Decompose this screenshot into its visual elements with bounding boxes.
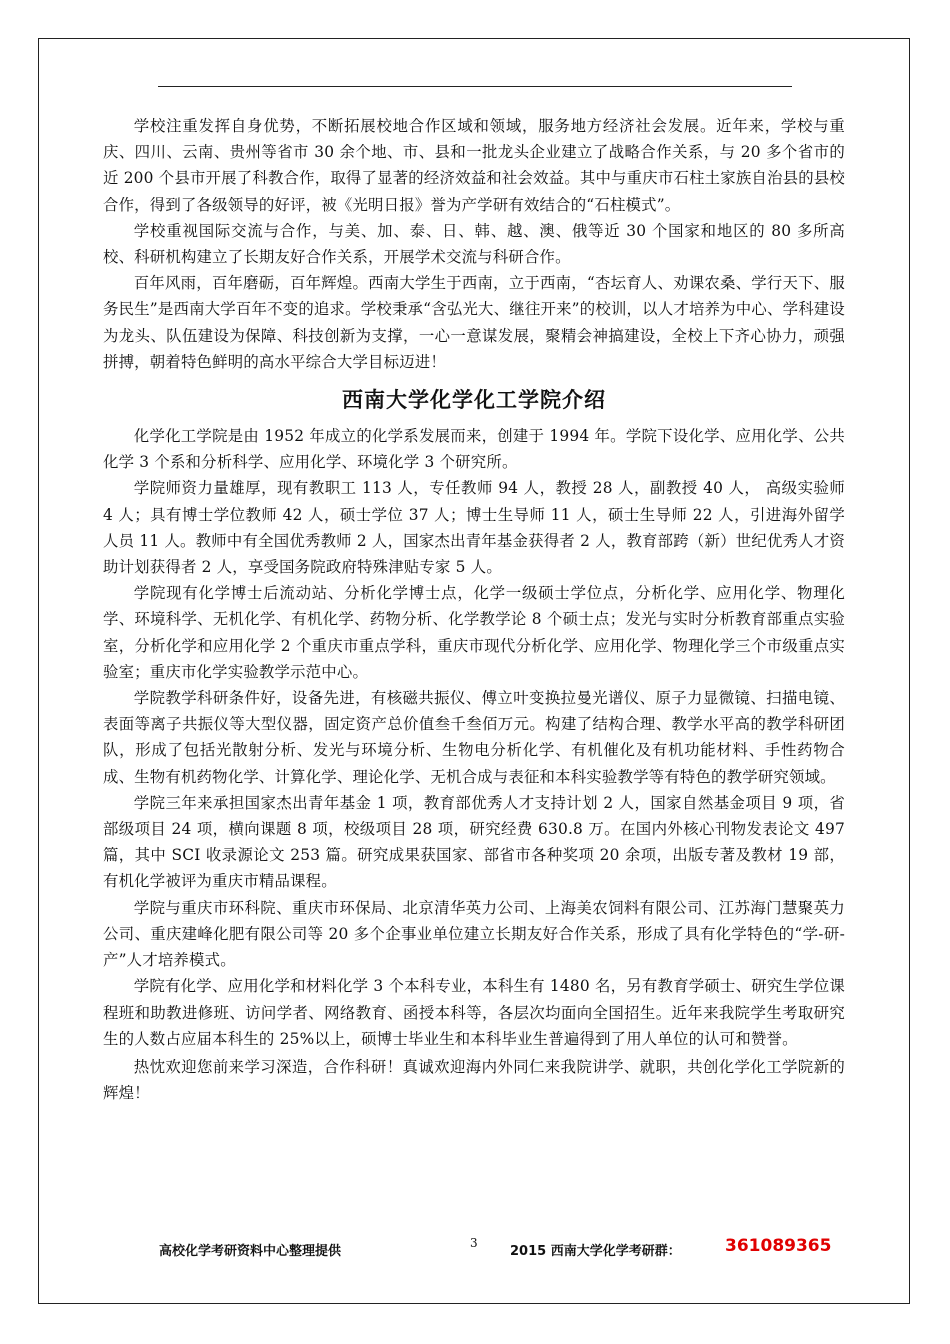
document-body [103,113,845,1106]
intro-paragraph-3: 百年风雨，百年磨砺，百年辉煌。西南大学生于西南，立于西南，“杏坛育人、劝课农桑、学行天下、服务民生”是西南大学百年不变的追求。学校秉承“含弘光大、继往开来”的校训，以人才培养为中心、学科建设为龙头、队伍建设为保障、科技创新为支撑，一心一意谋发展，聚精会神搞建设，全校上下齐心协力，顽强拼搏，朝着特色鲜明的高水平综合大学目标迈进！ [103,274,845,371]
footer-group-label: 2015 西南大学化学考研群： [510,1244,681,1259]
section-paragraph-4: 学院教学科研条件好，设备先进，有核磁共振仪、傅立叶变换拉曼光谱仪、原子力显微镜、扫描电镜、表面等离子共振仪等大型仪器，固定资产总价值叁千叁佰万元。构建了结构合理、教学水平高的教学科研团队，形成了包括光散射分析、发光与环境分析、生物电分析化学、有机催化及有机功能材料、手性药物合成、生物有机药物化学、计算化学、理论化学、无机合成与表征和本科实验教学等有特色的教学研究领域。 [103,689,845,786]
page-number: 3 [470,1236,478,1250]
footer-source-text: 高校化学考研资料中心整理提供 [159,1244,342,1259]
closing-paragraph: 热忱欢迎您前来学习深造，合作科研！真诚欢迎海内外同仁来我院讲学、就职，共创化学化工学院新的辉煌！ [103,1057,845,1103]
section-paragraph-1: 化学化工学院是由 1952 年成立的化学系发展而来，创建于 1994 年。学院下设化学、应用化学、公共化学 3 个系和分析科学、应用化学、环境化学 3 个研究所。 [103,427,845,472]
footer-qq-number: 361089365 [725,1236,832,1256]
intro-paragraph-2: 学校重视国际交流与合作，与美、加、泰、日、韩、越、澳、俄等近 30 个国家和地区的 80 多所高校、科研机构建立了长期友好合作关系，开展学术交流与科研合作。 [103,221,845,267]
section-paragraph-7: 学院有化学、应用化学和材料化学 3 个本科专业，本科生有 1480 名，另有教育学硕士、研究生学位课程班和助教进修班、访问学者、网络教育、函授本科等，各层次均面向全国招生。近年来我院学生考取研究生的人数占应届本科生的 25%以上，硕博士毕业生和本科毕业生普遍得到了用人单位的认可和赞誉。 [103,977,845,1048]
section-title: 西南大学化学化工学院介绍 [342,388,606,413]
section-paragraph-3: 学院现有化学博士后流动站、分析化学博士点，化学一级硕士学位点，分析化学、应用化学、物理化学、环境科学、无机化学、有机化学、药物分析、化学教学论 8 个硕士点；发光与实时分析教育部重点实验室，分析化学和应用化学 2 个重庆市重点学科，重庆市现代分析化学、应用化学、物理化学三个市级重点实验室；重庆市化学实验教学示范中心。 [103,584,845,681]
section-paragraph-2: 学院师资力量雄厚，现有教职工 113 人，专任教师 94 人，教授 28 人，副教授 40 人， 高级实验师 4 人；具有博士学位教师 42 人，硕士学位 37 人；博士生导师 11 人，硕士生导师 22 人，引进海外留学人员 11 人。教师中有全国优秀教师 2 人，国家杰出青年基金获得者 2 人，教育部跨（新）世纪优秀人才资助计划获得者 2 人，享受国务院政府特殊津贴专家 5 人。 [103,479,845,577]
page-footer [38,1236,910,1276]
header-rule [158,86,792,87]
intro-paragraph-1: 学校注重发挥自身优势，不断拓展校地合作区域和领域，服务地方经济社会发展。近年来，学校与重庆、四川、云南、贵州等省市 30 余个地、市、县和一批龙头企业建立了战略合作关系，与 20 多个省市的近 200 个县市开展了科教合作，取得了显著的经济效益和社会效益。其中与重庆市石柱土家族自治县的县校合作，得到了各级领导的好评，被《光明日报》誉为产学研有效结合的“石柱模式”。 [103,117,845,214]
section-paragraph-6: 学院与重庆市环科院、重庆市环保局、北京清华英力公司、上海美农饲料有限公司、江苏海门慧聚英力公司、重庆建峰化肥有限公司等 20 多个企事业单位建立长期友好合作关系，形成了具有化学特色的“学-研-产”人才培养模式。 [103,898,845,970]
section-paragraph-5: 学院三年来承担国家杰出青年基金 1 项，教育部优秀人才支持计划 2 人，国家自然基金项目 9 项，省部级项目 24 项，横向课题 8 项，校级项目 28 项，研究经费 630.8 万。在国内外核心刊物发表论文 497 篇，其中 SCI 收录源论文 253 篇。研究成果获国家、部省市各种奖项 20 余项，出版专著及教材 19 部，有机化学被评为重庆市精品课程。 [103,793,845,891]
